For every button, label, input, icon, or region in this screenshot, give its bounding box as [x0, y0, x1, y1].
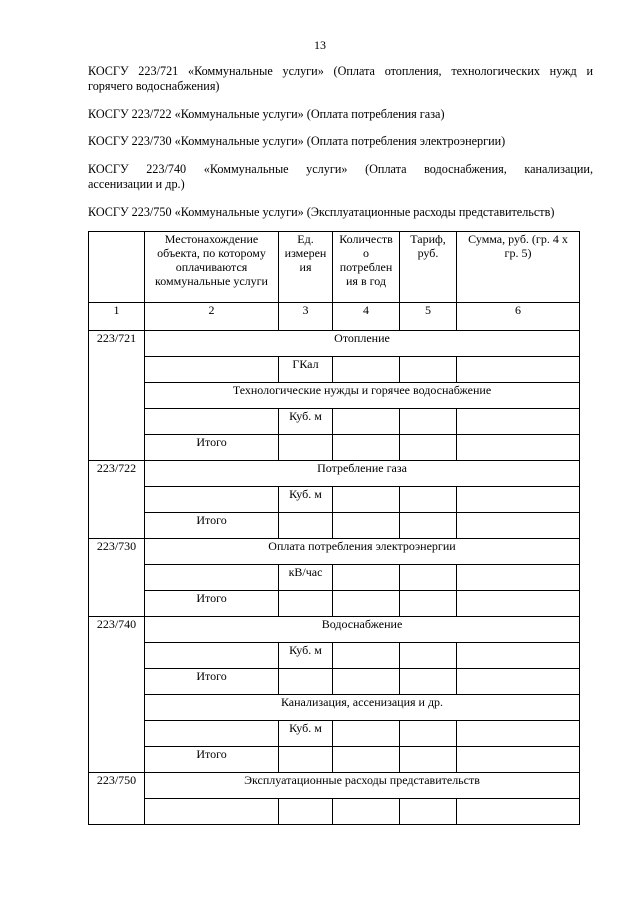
paragraph-line: КОСГУ 223/721 «Коммунальные услуги» (Оплата отопления, технологических нужд и [88, 64, 593, 78]
header-line: оплачиваются [175, 260, 248, 274]
column-number-row [89, 303, 580, 331]
paragraph-line: КОСГУ 223/740 «Коммунальные услуги» (Оплата водоснабжения, канализации, [88, 162, 593, 176]
header-line: Тариф, [410, 232, 446, 246]
total-label: Итого [145, 747, 279, 773]
unit-row [89, 487, 580, 513]
paragraph-line: ассенизации и др.) [88, 177, 185, 191]
quantity-cell [333, 435, 400, 461]
total-label: Итого [145, 591, 279, 617]
sum-cell [457, 409, 580, 435]
unit-cell: Куб. м [279, 721, 333, 747]
column-number: 1 [89, 303, 145, 331]
header-cell-1 [89, 232, 145, 303]
tariff-cell [400, 487, 457, 513]
sum-cell [457, 591, 580, 617]
location-cell [145, 409, 279, 435]
quantity-cell [333, 487, 400, 513]
quantity-cell [333, 643, 400, 669]
header-line: Количеств [339, 232, 393, 246]
unit-cell: ГКал [279, 357, 333, 383]
total-label: Итого [145, 513, 279, 539]
tariff-cell [400, 721, 457, 747]
section-row [89, 383, 580, 409]
tariff-cell [400, 643, 457, 669]
location-cell [145, 357, 279, 383]
paragraph-kosgu-750 [88, 205, 593, 220]
section-title: Технологические нужды и горячее водоснабжение [145, 383, 580, 409]
unit-cell: Куб. м [279, 487, 333, 513]
kosgu-code: 223/740 [89, 617, 145, 773]
kosgu-code: 223/730 [89, 539, 145, 617]
kosgu-code: 223/721 [89, 331, 145, 461]
tariff-cell [400, 669, 457, 695]
sum-cell [457, 513, 580, 539]
section-title: Водоснабжение [145, 617, 580, 643]
header-line: Местонахождение [164, 232, 259, 246]
header-line: гр. 5) [504, 246, 532, 260]
section-title: Канализация, ассенизация и др. [145, 695, 580, 721]
unit-row [89, 643, 580, 669]
paragraph-line: КОСГУ 223/722 «Коммунальные услуги» (Оплата потребления газа) [88, 107, 445, 121]
total-row [89, 669, 580, 695]
paragraph-kosgu-730 [88, 134, 593, 149]
tariff-cell [400, 435, 457, 461]
header-line: потреблен [339, 260, 393, 274]
unit-cell [279, 799, 333, 825]
tariff-cell [400, 513, 457, 539]
quantity-cell [333, 565, 400, 591]
header-location [145, 232, 279, 303]
total-row [89, 747, 580, 773]
column-number: 6 [457, 303, 580, 331]
unit-cell: кВ/час [279, 565, 333, 591]
header-quantity [333, 232, 400, 303]
quantity-cell [333, 721, 400, 747]
kosgu-code: 223/722 [89, 461, 145, 539]
total-row [89, 513, 580, 539]
paragraph-line: КОСГУ 223/750 «Коммунальные услуги» (Эксплуатационные расходы представительств) [88, 205, 555, 219]
kosgu-code: 223/750 [89, 773, 145, 825]
section-title: Отопление [145, 331, 580, 357]
tariff-cell [400, 565, 457, 591]
tariff-cell [400, 357, 457, 383]
unit-cell: Куб. м [279, 409, 333, 435]
header-tariff [400, 232, 457, 303]
unit-row [89, 721, 580, 747]
header-line: ия [299, 260, 312, 274]
column-number: 2 [145, 303, 279, 331]
sum-cell [457, 487, 580, 513]
sum-cell [457, 565, 580, 591]
total-label: Итого [145, 669, 279, 695]
location-cell [145, 799, 279, 825]
header-line: Сумма, руб. (гр. 4 х [468, 232, 568, 246]
unit-cell: Куб. м [279, 643, 333, 669]
header-line: объекта, по которому [157, 246, 266, 260]
header-line: ия в год [346, 274, 386, 288]
tariff-cell [400, 799, 457, 825]
unit-cell [279, 747, 333, 773]
unit-cell [279, 591, 333, 617]
paragraph-kosgu-740 [88, 162, 593, 192]
location-cell [145, 721, 279, 747]
column-number: 5 [400, 303, 457, 331]
column-number: 3 [279, 303, 333, 331]
section-title: Эксплуатационные расходы представительств [145, 773, 580, 799]
section-title: Потребление газа [145, 461, 580, 487]
location-cell [145, 643, 279, 669]
tariff-cell [400, 747, 457, 773]
section-row [89, 331, 580, 357]
section-row [89, 617, 580, 643]
section-row [89, 773, 580, 799]
header-line: руб. [417, 246, 439, 260]
paragraph-kosgu-722 [88, 107, 593, 122]
paragraph-line: горячего водоснабжения) [88, 79, 220, 93]
unit-row [89, 409, 580, 435]
header-unit [279, 232, 333, 303]
quantity-cell [333, 799, 400, 825]
sum-cell [457, 799, 580, 825]
paragraph-line: КОСГУ 223/730 «Коммунальные услуги» (Оплата потребления электроэнергии) [88, 134, 506, 148]
tariff-cell [400, 591, 457, 617]
quantity-cell [333, 591, 400, 617]
section-row [89, 539, 580, 565]
header-line: измерен [284, 246, 327, 260]
total-row [89, 591, 580, 617]
sum-cell [457, 669, 580, 695]
column-number: 4 [333, 303, 400, 331]
unit-row [89, 799, 580, 825]
unit-cell [279, 513, 333, 539]
unit-cell [279, 669, 333, 695]
total-label: Итого [145, 435, 279, 461]
quantity-cell [333, 409, 400, 435]
sum-cell [457, 643, 580, 669]
section-title: Оплата потребления электроэнергии [145, 539, 580, 565]
sum-cell [457, 435, 580, 461]
unit-row [89, 565, 580, 591]
quantity-cell [333, 669, 400, 695]
location-cell [145, 565, 279, 591]
sum-cell [457, 357, 580, 383]
page-number: 13 [314, 38, 326, 52]
header-line: коммунальные услуги [155, 274, 268, 288]
section-row [89, 461, 580, 487]
header-sum [457, 232, 580, 303]
total-row [89, 435, 580, 461]
unit-row [89, 357, 580, 383]
unit-cell [279, 435, 333, 461]
header-line: о [363, 246, 369, 260]
table-header-row [89, 232, 580, 303]
paragraph-kosgu-721 [88, 64, 593, 94]
utilities-table [88, 231, 580, 825]
location-cell [145, 487, 279, 513]
quantity-cell [333, 747, 400, 773]
sum-cell [457, 721, 580, 747]
quantity-cell [333, 513, 400, 539]
tariff-cell [400, 409, 457, 435]
quantity-cell [333, 357, 400, 383]
sum-cell [457, 747, 580, 773]
section-row [89, 695, 580, 721]
header-line: Ед. [297, 232, 314, 246]
